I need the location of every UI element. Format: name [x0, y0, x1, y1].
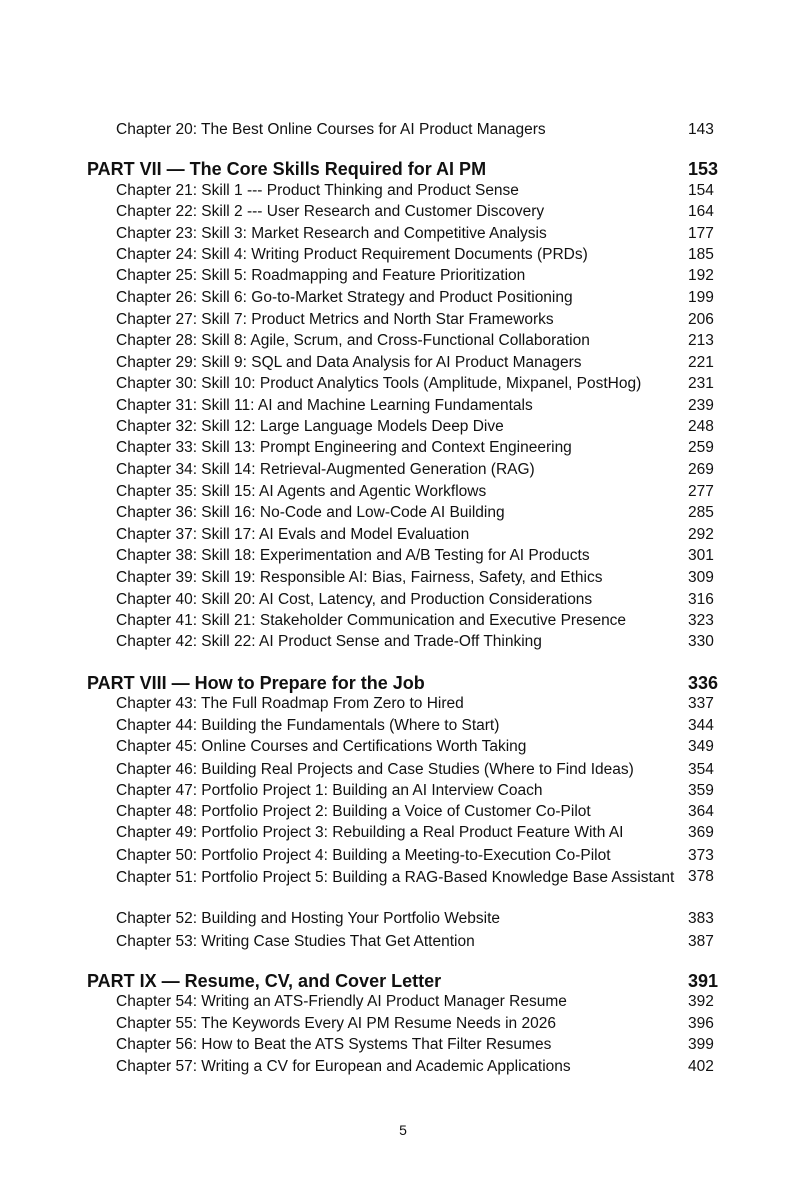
toc-part-page-number: 153	[688, 159, 719, 179]
toc-chapter-title: Chapter 38: Skill 18: Experimentation and A/B Testing for AI Products	[116, 547, 590, 564]
toc-chapter-title: Chapter 57: Writing a CV for European and Academic Applications	[116, 1058, 571, 1075]
toc-chapter-title: Chapter 25: Skill 5: Roadmapping and Feature Prioritization	[116, 267, 526, 284]
toc-page-number: 392	[688, 993, 714, 1010]
toc-page-number: 354	[688, 761, 714, 778]
toc-page-number: 364	[688, 803, 714, 820]
toc-chapter-title: Chapter 32: Skill 12: Large Language Models Deep Dive	[116, 418, 504, 435]
toc-page-number: 199	[688, 289, 714, 306]
toc-page-number: 154	[688, 182, 714, 199]
toc-chapter-title: Chapter 46: Building Real Projects and Case Studies (Where to Find Ideas)	[116, 761, 634, 778]
toc-page-number: 164	[688, 203, 714, 220]
toc-chapter-title: Chapter 30: Skill 10: Product Analytics Tools (Amplitude, Mixpanel, PostHog)	[116, 375, 642, 392]
toc-page-number: 399	[688, 1036, 714, 1053]
toc-page-number: 301	[688, 547, 714, 564]
toc-page-number: 292	[688, 526, 714, 543]
toc-page-number: 373	[688, 847, 714, 864]
toc-chapter-title: Chapter 51: Portfolio Project 5: Building a RAG-Based Knowledge Base Assistant	[116, 869, 675, 886]
toc-chapter-title: Chapter 20: The Best Online Courses for AI Product Managers	[116, 121, 546, 138]
toc-chapter-title: Chapter 31: Skill 11: AI and Machine Learning Fundamentals	[116, 397, 533, 414]
toc-page-number: 396	[688, 1015, 714, 1032]
toc-chapter-title: Chapter 54: Writing an ATS-Friendly AI Product Manager Resume	[116, 993, 567, 1010]
toc-chapter-title: Chapter 22: Skill 2 --- User Research and Customer Discovery	[116, 203, 545, 220]
toc-chapter-title: Chapter 44: Building the Fundamentals (Where to Start)	[116, 717, 500, 734]
toc-page-number: 309	[688, 569, 714, 586]
toc-chapter-title: Chapter 49: Portfolio Project 3: Rebuilding a Real Product Feature With AI	[116, 824, 624, 841]
toc-chapter-title: Chapter 37: Skill 17: AI Evals and Model Evaluation	[116, 526, 470, 543]
toc-chapter-title: Chapter 43: The Full Roadmap From Zero to Hired	[116, 695, 464, 712]
toc-part-page-number: 336	[688, 673, 719, 693]
toc-page-number: 402	[688, 1058, 714, 1075]
toc-chapter-title: Chapter 33: Skill 13: Prompt Engineering and Context Engineering	[116, 439, 572, 456]
toc-part-heading: PART IX — Resume, CV, and Cover Letter	[87, 971, 442, 991]
toc-chapter-title: Chapter 23: Skill 3: Market Research and Competitive Analysis	[116, 225, 547, 242]
toc-page-number: 337	[688, 695, 714, 712]
toc-page-number: 221	[688, 354, 714, 371]
toc-chapter-title: Chapter 53: Writing Case Studies That Get Attention	[116, 933, 475, 950]
toc-part-page-number: 391	[688, 971, 719, 991]
toc-page-number: 359	[688, 782, 714, 799]
toc-page-number: 269	[688, 461, 714, 478]
toc-page-number: 378	[688, 868, 714, 885]
toc-page-number: 206	[688, 311, 714, 328]
toc-chapter-title: Chapter 36: Skill 16: No-Code and Low-Code AI Building	[116, 504, 505, 521]
toc-page-number: 344	[688, 717, 714, 734]
page-number-footer: 5	[399, 1122, 407, 1138]
toc-page-number: 143	[688, 121, 714, 138]
toc-chapter-title: Chapter 41: Skill 21: Stakeholder Communication and Executive Presence	[116, 612, 627, 629]
toc-chapter-title: Chapter 42: Skill 22: AI Product Sense and Trade-Off Thinking	[116, 633, 542, 650]
toc-chapter-title: Chapter 39: Skill 19: Responsible AI: Bias, Fairness, Safety, and Ethics	[116, 569, 603, 586]
toc-page-number: 323	[688, 612, 714, 629]
toc-chapter-title: Chapter 50: Portfolio Project 4: Building a Meeting-to-Execution Co-Pilot	[116, 847, 611, 864]
toc-page-number: 277	[688, 483, 714, 500]
toc-chapter-title: Chapter 27: Skill 7: Product Metrics and North Star Frameworks	[116, 311, 554, 328]
toc-page-number: 369	[688, 824, 714, 841]
toc-page-number: 213	[688, 332, 714, 349]
toc-page-number: 259	[688, 439, 714, 456]
toc-chapter-title: Chapter 47: Portfolio Project 1: Building an AI Interview Coach	[116, 782, 543, 799]
toc-chapter-title: Chapter 55: The Keywords Every AI PM Resume Needs in 2026	[116, 1015, 556, 1032]
toc-part-heading: PART VII — The Core Skills Required for AI PM	[87, 159, 487, 179]
toc-page-number: 231	[688, 375, 714, 392]
toc-part-heading: PART VIII — How to Prepare for the Job	[87, 673, 425, 693]
toc-page-number: 285	[688, 504, 714, 521]
toc-chapter-title: Chapter 34: Skill 14: Retrieval-Augmented Generation (RAG)	[116, 461, 535, 478]
toc-page-number: 316	[688, 591, 714, 608]
toc-page-number: 192	[688, 267, 714, 284]
toc-chapter-title: Chapter 29: Skill 9: SQL and Data Analysis for AI Product Managers	[116, 354, 582, 371]
toc-chapter-title: Chapter 52: Building and Hosting Your Portfolio Website	[116, 910, 501, 927]
toc-chapter-title: Chapter 21: Skill 1 --- Product Thinking and Product Sense	[116, 182, 519, 199]
toc-page-number: 383	[688, 910, 714, 927]
toc-chapter-title: Chapter 45: Online Courses and Certifications Worth Taking	[116, 738, 527, 755]
toc-page-number: 349	[688, 738, 714, 755]
toc-page-number: 330	[688, 633, 714, 650]
toc-page-number: 239	[688, 397, 714, 414]
toc-chapter-title: Chapter 28: Skill 8: Agile, Scrum, and Cross-Functional Collaboration	[116, 332, 590, 349]
toc-chapter-title: Chapter 56: How to Beat the ATS Systems That Filter Resumes	[116, 1036, 552, 1053]
toc-page-number: 387	[688, 933, 714, 950]
toc-chapter-title: Chapter 48: Portfolio Project 2: Building a Voice of Customer Co-Pilot	[116, 803, 591, 820]
toc-chapter-title: Chapter 24: Skill 4: Writing Product Requirement Documents (PRDs)	[116, 246, 588, 263]
toc-chapter-title: Chapter 26: Skill 6: Go-to-Market Strategy and Product Positioning	[116, 289, 573, 306]
toc-chapter-title: Chapter 40: Skill 20: AI Cost, Latency, and Production Considerations	[116, 591, 593, 608]
toc-page-number: 177	[688, 225, 714, 242]
toc-page-number: 248	[688, 418, 714, 435]
toc-chapter-title: Chapter 35: Skill 15: AI Agents and Agentic Workflows	[116, 483, 487, 500]
toc-page-number: 185	[688, 246, 714, 263]
